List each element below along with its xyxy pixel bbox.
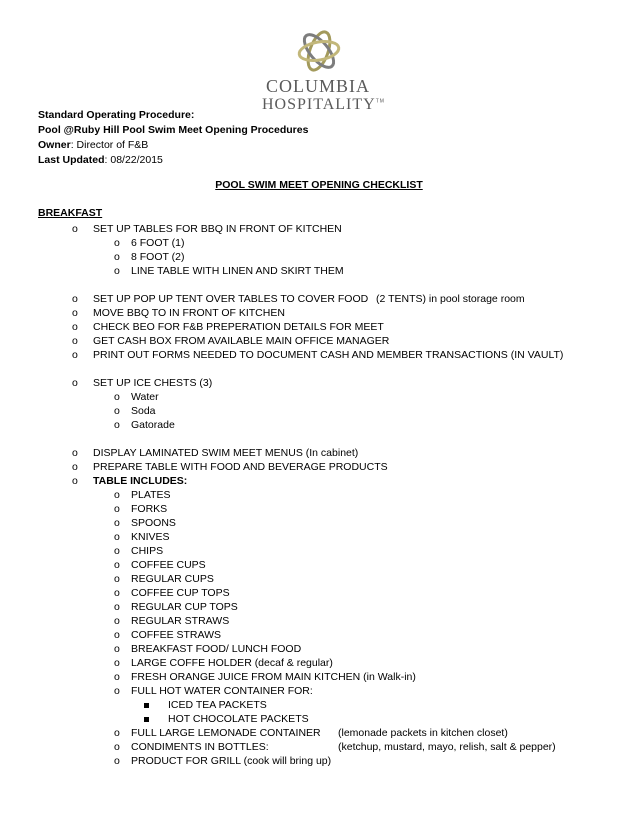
circle-bullet-icon: o	[114, 587, 120, 599]
checklist-item-text: PREPARE TABLE WITH FOOD AND BEVERAGE PRODUCTS	[93, 461, 388, 473]
circle-bullet-icon: o	[114, 251, 120, 263]
checklist-item-text: FULL HOT WATER CONTAINER FOR:	[131, 685, 313, 697]
checklist-item-text: CHECK BEO FOR F&B PREPERATION DETAILS FOR MEET	[93, 321, 384, 333]
circle-bullet-icon: o	[114, 265, 120, 277]
checklist-item-text: KNIVES	[131, 531, 170, 543]
checklist-item-note: (2 TENTS) in pool storage room	[376, 293, 525, 305]
checklist-item-text: REGULAR CUP TOPS	[131, 601, 238, 613]
circle-bullet-icon: o	[72, 293, 78, 305]
checklist-item-text: DISPLAY LAMINATED SWIM MEET MENUS (In cabinet)	[93, 447, 359, 459]
owner-line: Owner: Director of F&B	[38, 139, 149, 151]
circle-bullet-icon: o	[114, 503, 120, 515]
circle-bullet-icon: o	[114, 755, 120, 767]
checklist-item-note: (lemonade packets in kitchen closet)	[338, 727, 508, 739]
checklist-item-text: Gatorade	[131, 419, 175, 431]
checklist-item-text: SET UP TABLES FOR BBQ IN FRONT OF KITCHEN	[93, 223, 342, 235]
circle-bullet-icon: o	[114, 657, 120, 669]
checklist-item-text: TABLE INCLUDES:	[93, 475, 188, 487]
circle-bullet-icon: o	[114, 405, 120, 417]
circle-bullet-icon: o	[114, 671, 120, 683]
checklist-item-text: SPOONS	[131, 517, 176, 529]
circle-bullet-icon: o	[114, 685, 120, 697]
circle-bullet-icon: o	[114, 727, 120, 739]
checklist-title: POOL SWIM MEET OPENING CHECKLIST	[215, 179, 423, 191]
circle-bullet-icon: o	[114, 391, 120, 403]
section-heading-breakfast: BREAKFAST	[38, 207, 103, 219]
checklist-item-text: Water	[131, 391, 159, 403]
square-bullet-icon	[144, 712, 149, 726]
columbia-logo-icon	[296, 28, 342, 74]
square-bullet-icon	[144, 698, 149, 712]
checklist-item-text: FORKS	[131, 503, 168, 515]
logo-line-1: COLUMBIA	[265, 76, 370, 96]
circle-bullet-icon: o	[114, 601, 120, 613]
circle-bullet-icon: o	[72, 321, 78, 333]
circle-bullet-icon: o	[114, 559, 120, 571]
checklist-item-text: PRINT OUT FORMS NEEDED TO DOCUMENT CASH AND MEMBER TRANSACTIONS (IN VAULT)	[93, 349, 564, 361]
circle-bullet-icon: o	[72, 475, 78, 487]
checklist-item-text: MOVE BBQ TO IN FRONT OF KITCHEN	[93, 307, 285, 319]
circle-bullet-icon: o	[114, 643, 120, 655]
checklist-item-text: GET CASH BOX FROM AVAILABLE MAIN OFFICE MANAGER	[93, 335, 390, 347]
circle-bullet-icon: o	[72, 335, 78, 347]
circle-bullet-icon: o	[114, 517, 120, 529]
last-updated-line: Last Updated: 08/22/2015	[38, 154, 163, 166]
checklist-item-text: LARGE COFFE HOLDER (decaf & regular)	[131, 657, 333, 669]
checklist-item-text: REGULAR CUPS	[131, 573, 214, 585]
circle-bullet-icon: o	[72, 447, 78, 459]
checklist-item-text: 8 FOOT (2)	[131, 251, 185, 263]
checklist-item-text: PRODUCT FOR GRILL (cook will bring up)	[131, 755, 332, 767]
checklist-item-text: CONDIMENTS IN BOTTLES:	[131, 741, 269, 753]
checklist-item-text: REGULAR STRAWS	[131, 615, 230, 627]
circle-bullet-icon: o	[72, 461, 78, 473]
circle-bullet-icon: o	[114, 237, 120, 249]
checklist-item-note: (ketchup, mustard, mayo, relish, salt & pepper)	[338, 741, 556, 753]
checklist-item-text: LINE TABLE WITH LINEN AND SKIRT THEM	[131, 265, 344, 277]
circle-bullet-icon: o	[72, 307, 78, 319]
company-logo	[262, 28, 385, 118]
checklist-item-text: Soda	[131, 405, 156, 417]
checklist-item-text: PLATES	[131, 489, 171, 501]
document-header	[38, 108, 308, 168]
circle-bullet-icon: o	[72, 223, 78, 235]
circle-bullet-icon: o	[114, 419, 120, 431]
logo-line-2: HOSPITALITY™	[262, 96, 385, 113]
circle-bullet-icon: o	[72, 377, 78, 389]
checklist-item-text: FULL LARGE LEMONADE CONTAINER	[131, 727, 321, 739]
circle-bullet-icon: o	[114, 741, 120, 753]
checklist-item-text: SET UP ICE CHESTS (3)	[93, 377, 213, 389]
circle-bullet-icon: o	[114, 531, 120, 543]
checklist-item-text: 6 FOOT (1)	[131, 237, 185, 249]
circle-bullet-icon: o	[114, 629, 120, 641]
circle-bullet-icon: o	[114, 489, 120, 501]
circle-bullet-icon: o	[114, 545, 120, 557]
checklist-item-text: COFFEE CUP TOPS	[131, 587, 230, 599]
procedure-title: Pool @Ruby Hill Pool Swim Meet Opening Procedures	[38, 124, 309, 136]
sop-label: Standard Operating Procedure:	[38, 109, 195, 121]
circle-bullet-icon: o	[72, 349, 78, 361]
checklist-item-text: CHIPS	[131, 545, 164, 557]
checklist-item-text: HOT CHOCOLATE PACKETS	[168, 713, 309, 725]
circle-bullet-icon: o	[114, 573, 120, 585]
circle-bullet-icon: o	[114, 615, 120, 627]
checklist-item-text: COFFEE STRAWS	[131, 629, 222, 641]
checklist-item-text: BREAKFAST FOOD/ LUNCH FOOD	[131, 643, 302, 655]
checklist-item-text: FRESH ORANGE JUICE FROM MAIN KITCHEN (in Walk-in)	[131, 671, 416, 683]
checklist-item-text: ICED TEA PACKETS	[168, 699, 267, 711]
checklist-item-text: COFFEE CUPS	[131, 559, 206, 571]
checklist-item-text: SET UP POP UP TENT OVER TABLES TO COVER FOOD	[93, 293, 369, 305]
